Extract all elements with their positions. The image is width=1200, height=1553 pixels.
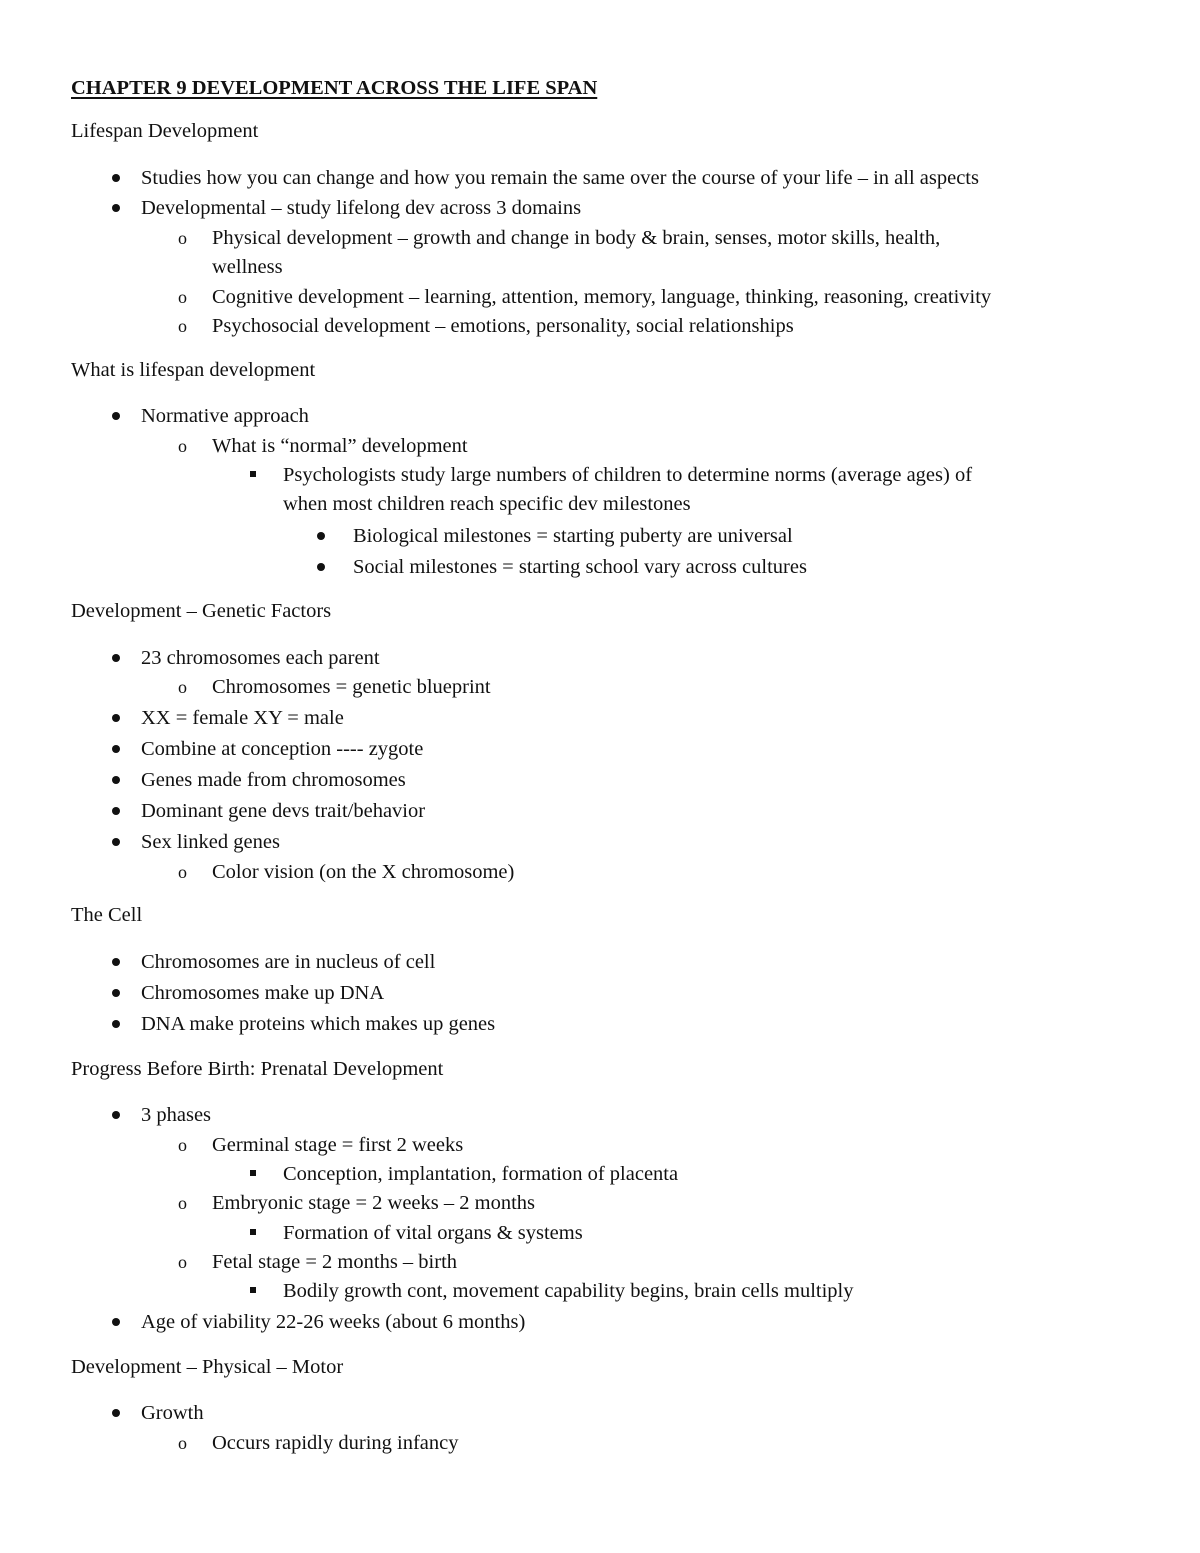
list-item: Social milestones = starting school vary across cultures — [353, 556, 807, 578]
bullet-disc-icon — [317, 563, 325, 571]
list-item-continuation: when most children reach specific dev milestones — [283, 493, 691, 515]
list-item: Germinal stage = first 2 weeks — [212, 1134, 464, 1156]
list-item: Studies how you can change and how you remain the same over the course of your life – in all aspects — [141, 167, 979, 189]
list-item: Color vision (on the X chromosome) — [212, 861, 515, 883]
bullet-disc-icon — [112, 174, 120, 182]
bullet-circle-icon: o — [178, 1193, 187, 1213]
section-heading: The Cell — [71, 904, 143, 926]
list-item: Biological milestones = starting puberty are universal — [353, 525, 793, 547]
list-item: Chromosomes make up DNA — [141, 982, 385, 1004]
bullet-circle-icon: o — [178, 436, 187, 456]
bullet-disc-icon — [112, 204, 120, 212]
list-item: Cognitive development – learning, attention, memory, language, thinking, reasoning, creativity — [212, 286, 992, 308]
bullet-circle-icon: o — [178, 316, 187, 336]
bullet-circle-icon: o — [178, 1252, 187, 1272]
bullet-square-icon — [250, 1170, 256, 1176]
list-item: What is “normal” development — [212, 435, 468, 457]
bullet-circle-icon: o — [178, 1135, 187, 1155]
section-heading: Lifespan Development — [71, 120, 259, 142]
bullet-circle-icon: o — [178, 677, 187, 697]
list-item: Combine at conception ---- zygote — [141, 738, 424, 760]
list-item: Genes made from chromosomes — [141, 769, 406, 791]
bullet-disc-icon — [112, 412, 120, 420]
list-item: Psychosocial development – emotions, personality, social relationships — [212, 315, 794, 337]
list-item: Growth — [141, 1402, 204, 1424]
list-item: Embryonic stage = 2 weeks – 2 months — [212, 1192, 535, 1214]
list-item: Dominant gene devs trait/behavior — [141, 800, 426, 822]
bullet-disc-icon — [112, 1318, 120, 1326]
bullet-disc-icon — [112, 1409, 120, 1417]
list-item: Normative approach — [141, 405, 309, 427]
bullet-square-icon — [250, 1287, 256, 1293]
bullet-disc-icon — [317, 532, 325, 540]
list-item: 3 phases — [141, 1104, 212, 1126]
list-item: Fetal stage = 2 months – birth — [212, 1251, 458, 1273]
list-item: Developmental – study lifelong dev across 3 domains — [141, 197, 582, 219]
page-title: CHAPTER 9 DEVELOPMENT ACROSS THE LIFE SPAN — [71, 77, 598, 99]
list-item: Chromosomes = genetic blueprint — [212, 676, 491, 698]
bullet-disc-icon — [112, 714, 120, 722]
bullet-square-icon — [250, 1229, 256, 1235]
bullet-disc-icon — [112, 745, 120, 753]
list-item-continuation: wellness — [212, 256, 283, 278]
list-item: Psychologists study large numbers of children to determine norms (average ages) of — [283, 464, 973, 486]
list-item: Formation of vital organs & systems — [283, 1222, 583, 1244]
bullet-circle-icon: o — [178, 1433, 187, 1453]
bullet-disc-icon — [112, 958, 120, 966]
list-item: Chromosomes are in nucleus of cell — [141, 951, 436, 973]
list-item: XX = female XY = male — [141, 707, 344, 729]
bullet-disc-icon — [112, 807, 120, 815]
bullet-circle-icon: o — [178, 287, 187, 307]
list-item: 23 chromosomes each parent — [141, 647, 380, 669]
bullet-square-icon — [250, 471, 256, 477]
section-heading: Development – Physical – Motor — [71, 1356, 344, 1378]
list-item: Conception, implantation, formation of placenta — [283, 1163, 679, 1185]
list-item: Physical development – growth and change in body & brain, senses, motor skills, health, — [212, 227, 941, 249]
list-item: Sex linked genes — [141, 831, 280, 853]
bullet-disc-icon — [112, 1020, 120, 1028]
bullet-circle-icon: o — [178, 228, 187, 248]
bullet-circle-icon: o — [178, 862, 187, 882]
bullet-disc-icon — [112, 776, 120, 784]
bullet-disc-icon — [112, 654, 120, 662]
section-heading: Progress Before Birth: Prenatal Development — [71, 1058, 444, 1080]
bullet-disc-icon — [112, 838, 120, 846]
list-item: Bodily growth cont, movement capability begins, brain cells multiply — [283, 1280, 854, 1302]
list-item: Age of viability 22-26 weeks (about 6 months) — [141, 1311, 526, 1333]
bullet-disc-icon — [112, 989, 120, 997]
list-item: Occurs rapidly during infancy — [212, 1432, 459, 1454]
section-heading: What is lifespan development — [71, 359, 316, 381]
list-item: DNA make proteins which makes up genes — [141, 1013, 496, 1035]
section-heading: Development – Genetic Factors — [71, 600, 332, 622]
bullet-disc-icon — [112, 1111, 120, 1119]
